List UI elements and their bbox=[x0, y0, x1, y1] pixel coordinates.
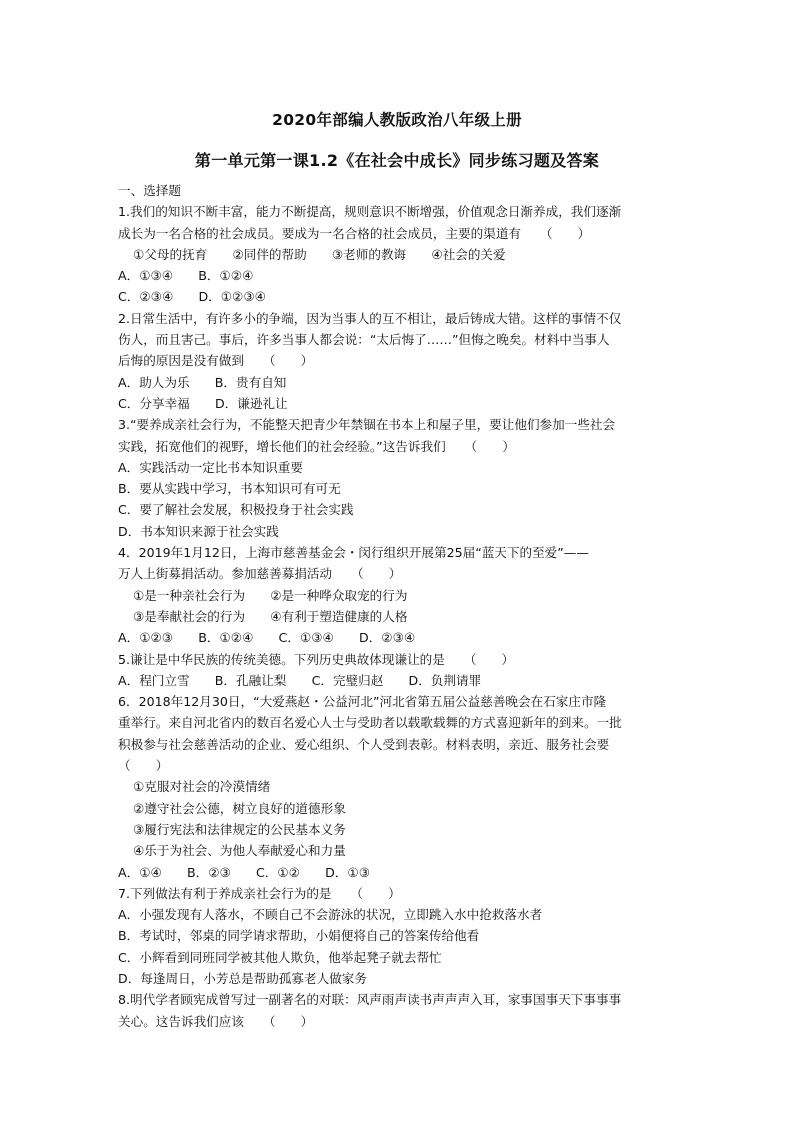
answer-option: A．实践活动一定比书本知识重要 bbox=[118, 459, 303, 475]
question-block bbox=[118, 989, 678, 1032]
question-list bbox=[118, 201, 678, 1032]
answer-option: A．小强发现有人落水，不顾自己不会游泳的状况，立即跳入水中抢救落水者 bbox=[118, 907, 543, 923]
answer-option: A．①④ B．②③ C．①② D．①③ bbox=[118, 864, 371, 880]
question-stem-line: 2.日常生活中，有许多小的争端，因为当事人的互不相让，最后铸成大错。这样的事情不仅 bbox=[118, 310, 622, 326]
answer-option: C．分享幸福 D．谦逊礼让 bbox=[118, 395, 288, 411]
question-block bbox=[118, 414, 678, 542]
question-stem-line: 3.“要养成亲社会行为，不能整天把青少年禁锢在书本上和屋子里，要让他们参加一些社会 bbox=[118, 417, 616, 433]
question-stem-line: 6．2018年12月30日，“大爱燕赵・公益河北”河北省第五届公益慈善晚会在石家庄市隆 bbox=[118, 694, 607, 710]
question-stem-line: 5.谦让是中华民族的传统美德。下列历史典故体现谦让的是 （ ） bbox=[118, 651, 515, 667]
question-block bbox=[118, 201, 678, 307]
answer-option: D．书本知识来源于社会实践 bbox=[118, 523, 279, 539]
question-stem-line: 成长为一名合格的社会成员。要成为一名合格的社会成员，主要的渠道有 （ ） bbox=[118, 225, 591, 241]
question-stem-line: 8.明代学者顾宪成曾写过一副著名的对联：风声雨声读书声声声入耳，家事国事天下事事事 bbox=[118, 992, 622, 1008]
statement-item: ②遵守社会公德，树立良好的道德形象 bbox=[133, 800, 346, 816]
section-heading: 一、选择题 bbox=[118, 183, 181, 198]
question-stem-line: 1.我们的知识不断丰富，能力不断提高，规则意识不断增强，价值观念日渐养成，我们逐渐 bbox=[118, 204, 622, 220]
question-stem-line: 4．2019年1月12日，上海市慈善基金会・闵行组织开展第25届“蓝天下的至爱”—— bbox=[118, 545, 589, 561]
question-stem-line: 万人上街募捐活动。参加慈善募捐活动 （ ） bbox=[118, 566, 402, 582]
answer-option: C．小辉看到同班同学被其他人欺负，他举起凳子就去帮忙 bbox=[118, 949, 442, 965]
page-title: 2020年部编人教版政治八年级上册 bbox=[272, 111, 522, 129]
statement-item: ④乐于为社会、为他人奉献爱心和力量 bbox=[133, 843, 346, 859]
question-stem-line: 关心。这告诉我们应该 （ ） bbox=[118, 1013, 314, 1029]
answer-option: B．要从实践中学习，书本知识可有可无 bbox=[118, 481, 341, 497]
question-block bbox=[118, 542, 678, 648]
answer-option: B．考试时，邻桌的同学请求帮助，小娟便将自己的答案传给他看 bbox=[118, 928, 480, 944]
exercise-content bbox=[118, 180, 678, 1032]
statement-item: ①父母的抚育 ②同伴的帮助 ③老师的教诲 ④社会的关爱 bbox=[133, 246, 506, 262]
question-stem-line: （ ） bbox=[118, 758, 169, 774]
answer-option: A．①②③ B．①②④ C．①③④ D．②③④ bbox=[118, 630, 416, 646]
question-block bbox=[118, 649, 678, 692]
question-stem-line: 伤人，而且害己。事后，许多当事人都会说：“太后悔了……”但悔之晚矣。材料中当事人 bbox=[118, 332, 610, 348]
statement-item: ③履行宪法和法律规定的公民基本义务 bbox=[133, 821, 346, 837]
question-block bbox=[118, 308, 678, 414]
question-stem-line: 实践，拓宽他们的视野，增长他们的社会经验。”这告诉我们 （ ） bbox=[118, 438, 515, 454]
answer-option: C．②③④ D．①②③④ bbox=[118, 289, 266, 305]
answer-option: D．每逢周日，小芳总是帮助孤寡老人做家务 bbox=[118, 970, 367, 986]
answer-option: A．助人为乐 B．贵有自知 bbox=[118, 374, 287, 390]
question-block bbox=[118, 883, 678, 989]
question-stem-line: 7.下列做法有利于养成亲社会行为的是 （ ） bbox=[118, 885, 401, 901]
question-block bbox=[118, 691, 678, 883]
answer-option: A．①③④ B．①②④ bbox=[118, 268, 254, 284]
answer-option: A．程门立雪 B．孔融让梨 C．完璧归赵 D．负荆请罪 bbox=[118, 672, 482, 688]
statement-item: ①是一种亲社会行为 ②是一种哗众取宠的行为 bbox=[133, 587, 408, 603]
question-stem-line: 重举行。来自河北省内的数百名爱心人士与受助者以载歌载舞的方式喜迎新年的到来。一批 bbox=[118, 715, 622, 731]
answer-option: C．要了解社会发展，积极投身于社会实践 bbox=[118, 502, 354, 518]
question-stem-line: 积极参与社会慈善活动的企业、爱心组织、个人受到表彰。材料表明，亲近、服务社会要 bbox=[118, 736, 610, 752]
statement-item: ①克服对社会的冷漠情绪 bbox=[133, 779, 271, 795]
page-subtitle: 第一单元第一课1.2《在社会中成长》同步练习题及答案 bbox=[194, 151, 600, 170]
question-stem-line: 后悔的原因是没有做到 （ ） bbox=[118, 353, 314, 369]
statement-item: ③是奉献社会的行为 ④有利于塑造健康的人格 bbox=[133, 608, 408, 624]
